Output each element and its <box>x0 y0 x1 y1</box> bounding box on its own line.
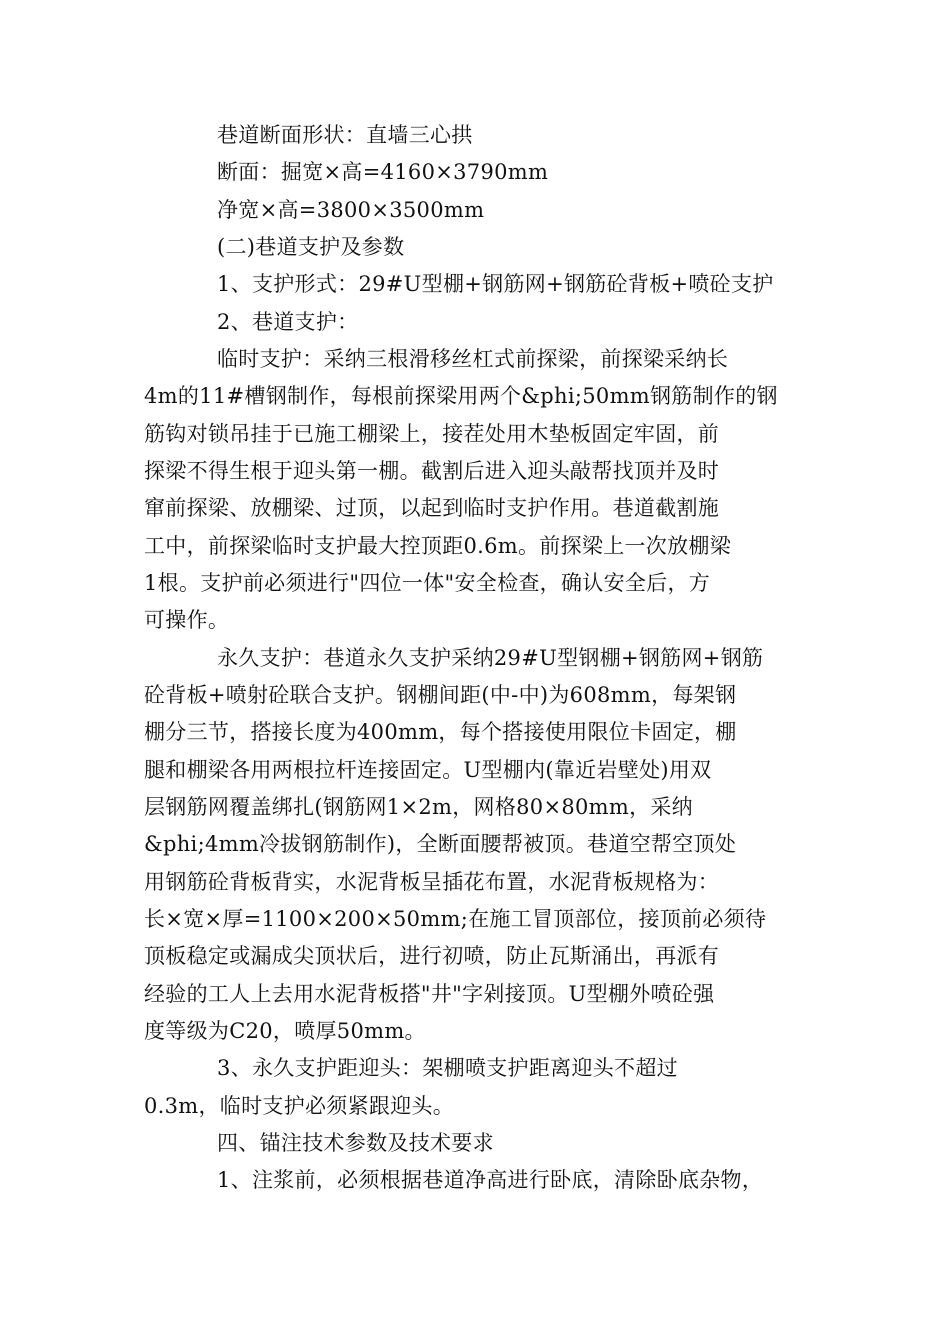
text-line: 4m的11#槽钢制作，每根前探梁用两个&phi;50mm钢筋制作的钢 <box>144 384 778 408</box>
text-line: 临时支护：采纳三根滑移丝杠式前探梁，前探梁采纳长 <box>217 347 729 371</box>
text-line: 经验的工人上去用水泥背板搭"井"字剁接顶。U型棚外喷砼强 <box>144 982 715 1006</box>
text-line: 2、巷道支护： <box>217 310 359 334</box>
text-line: 顶板稳定或漏成尖顶状后，进行初喷，防止瓦斯涌出，再派有 <box>144 944 720 968</box>
text-line: 工中，前探梁临时支护最大控顶距0.6m。前探梁上一次放棚梁 <box>144 534 732 558</box>
text-line: 永久支护：巷道永久支护采纳29#U型钢棚+钢筋网+钢筋 <box>217 646 764 670</box>
text-line: 1根。支护前必须进行"四位一体"安全检查，确认安全后，方 <box>144 571 711 595</box>
section-heading: (二)巷道支护及参数 <box>217 235 405 259</box>
text-line: 可操作。 <box>144 608 230 632</box>
text-line: 砼背板+喷射砼联合支护。钢棚间距(中-中)为608mm，每架钢 <box>144 683 737 707</box>
text-line: 1、支护形式：29#U型棚+钢筋网+钢筋砼背板+喷砼支护 <box>217 272 774 296</box>
text-line: 度等级为C20，喷厚50mm。 <box>144 1019 426 1043</box>
text-line: 净宽×高=3800×3500mm <box>217 198 485 222</box>
text-line: &phi;4mm冷拔钢筋制作)，全断面腰帮被顶。巷道空帮空顶处 <box>144 832 737 856</box>
text-line: 腿和棚梁各用两根拉杆连接固定。U型棚内(靠近岩壁处)用双 <box>144 758 712 782</box>
text-line: 探梁不得生根于迎头第一棚。截割后进入迎头敲帮找顶并及时 <box>144 459 720 483</box>
section-heading: 四、锚注技术参数及技术要求 <box>217 1131 494 1155</box>
text-line: 棚分三节，搭接长度为400mm，每个搭接使用限位卡固定，棚 <box>144 720 737 744</box>
text-line: 窜前探梁、放棚梁、过顶，以起到临时支护作用。巷道截割施 <box>144 496 720 520</box>
text-line: 0.3m，临时支护必须紧跟迎头。 <box>144 1094 455 1118</box>
text-line: 层钢筋网覆盖绑扎(钢筋网1×2m，网格80×80mm，采纳 <box>144 795 693 819</box>
text-line: 长×宽×厚=1100×200×50mm;在施工冒顶部位，接顶前必须待 <box>144 907 767 931</box>
text-line: 筋钩对锁吊挂于已施工棚梁上，接茬处用木垫板固定牢固，前 <box>144 422 720 446</box>
text-line: 断面：掘宽×高=4160×3790mm <box>217 160 549 184</box>
text-line: 3、永久支护距迎头：架棚喷支护距离迎头不超过 <box>217 1056 678 1080</box>
text-line: 用钢筋砼背板背实，水泥背板呈插花布置，水泥背板规格为： <box>144 870 720 894</box>
text-line: 巷道断面形状：直墙三心拱 <box>217 123 473 147</box>
text-line: 1、注浆前，必须根据巷道净高进行卧底，清除卧底杂物， <box>217 1168 764 1192</box>
